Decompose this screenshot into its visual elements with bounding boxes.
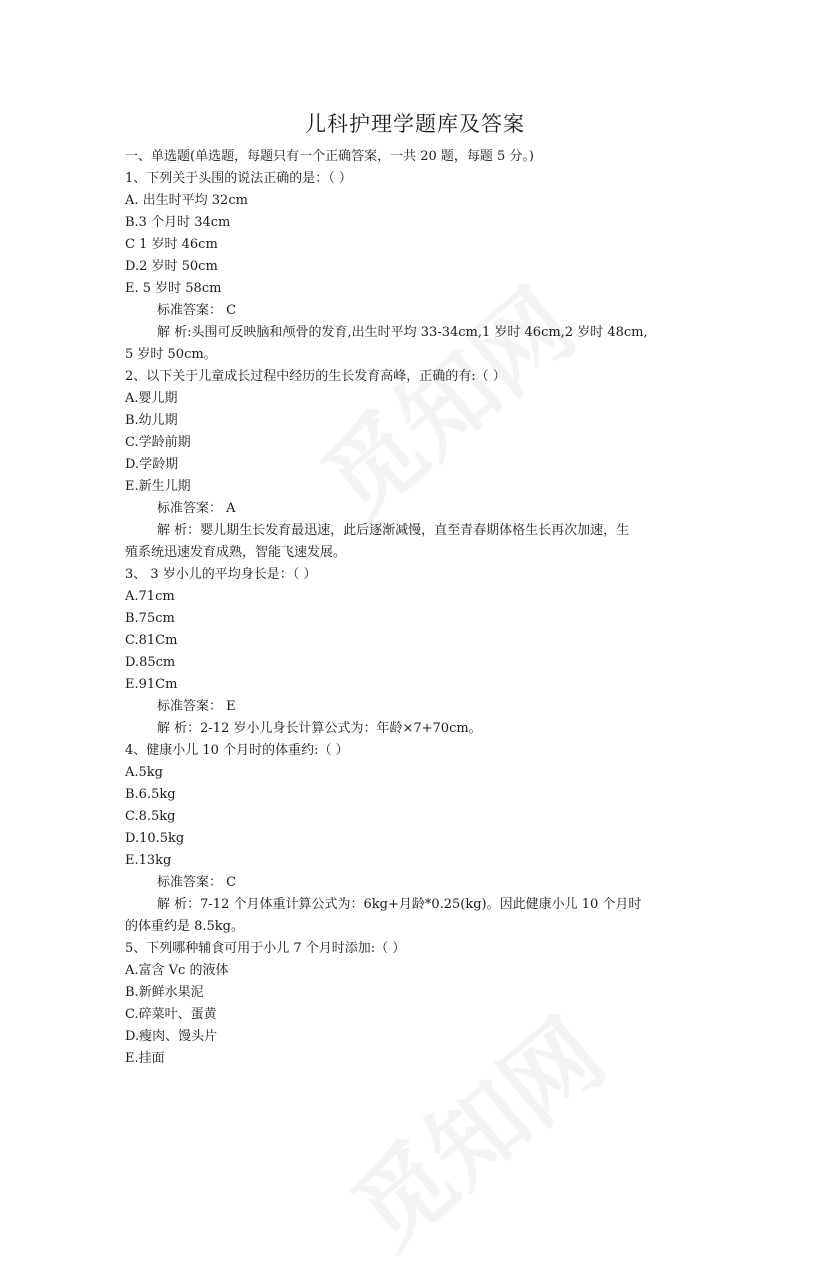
- section-heading: 一、单选题(单选题，每题只有一个正确答案，一共 20 题，每题 5 分。): [125, 149, 534, 164]
- option: C.81Cm: [125, 633, 178, 648]
- option: E.新生儿期: [125, 479, 191, 494]
- option: E.91Cm: [125, 677, 178, 692]
- option: E.挂面: [125, 1051, 165, 1066]
- option: A.71cm: [125, 589, 175, 604]
- option: C.学龄前期: [125, 435, 191, 450]
- analysis-line: 解 析：婴儿期生长发育最迅速，此后逐渐减慢，直至青春期体格生长再次加速，生: [157, 523, 630, 538]
- option: D.10.5kg: [125, 831, 185, 846]
- question-stem: 3、 3 岁小儿的平均身长是：（ ）: [125, 567, 317, 582]
- question-stem: 5、下列哪种辅食可用于小儿 7 个月时添加:（ ）: [125, 941, 406, 956]
- analysis-line: 殖系统迅速发育成熟，智能飞速发展。: [125, 545, 347, 560]
- option: B.6.5kg: [125, 787, 176, 802]
- option: C 1 岁时 46cm: [125, 237, 218, 252]
- analysis-line: 解 析:头围可反映脑和颅骨的发育,出生时平均 33-34cm,1 岁时 46cm,2 岁时 48cm,: [157, 325, 648, 340]
- standard-answer: 标准答案： A: [157, 501, 236, 516]
- option: B.新鲜水果泥: [125, 985, 204, 1000]
- option: D.瘦肉、馒头片: [125, 1029, 218, 1044]
- standard-answer: 标准答案： C: [157, 303, 237, 318]
- analysis-line: 5 岁时 50cm。: [125, 347, 217, 362]
- analysis-line: 解 析：7-12 个月体重计算公式为：6kg+月龄*0.25(kg)。因此健康小儿 10 个月时: [157, 897, 642, 912]
- standard-answer: 标准答案： C: [157, 875, 237, 890]
- option: E. 5 岁时 58cm: [125, 281, 222, 296]
- option: E.13kg: [125, 853, 172, 868]
- option: C.8.5kg: [125, 809, 176, 824]
- question-stem: 2、以下关于儿童成长过程中经历的生长发育高峰，正确的有:（ ）: [125, 369, 506, 384]
- standard-answer: 标准答案： E: [157, 699, 236, 714]
- option: A.富含 Vc 的液体: [125, 963, 229, 978]
- option: B.75cm: [125, 611, 175, 626]
- option: D.2 岁时 50cm: [125, 259, 218, 274]
- option: B.幼儿期: [125, 413, 178, 428]
- option: A.5kg: [125, 765, 163, 780]
- option: A.婴儿期: [125, 391, 178, 406]
- page-title: 儿科护理学题库及答案: [305, 112, 525, 136]
- analysis-line: 解 析：2-12 岁小儿身长计算公式为：年龄×7+70cm。: [157, 721, 482, 736]
- option: A. 出生时平均 32cm: [125, 193, 248, 208]
- document-body: [125, 146, 725, 1070]
- question-stem: 1、下列关于头围的说法正确的是：（ ）: [125, 171, 352, 186]
- question-stem: 4、健康小儿 10 个月时的体重约:（ ）: [125, 743, 349, 758]
- option: B.3 个月时 34cm: [125, 215, 231, 230]
- option: D.学龄期: [125, 457, 179, 472]
- option: D.85cm: [125, 655, 176, 670]
- analysis-line: 的体重约是 8.5kg。: [125, 919, 245, 934]
- option: C.碎菜叶、蛋黄: [125, 1007, 217, 1022]
